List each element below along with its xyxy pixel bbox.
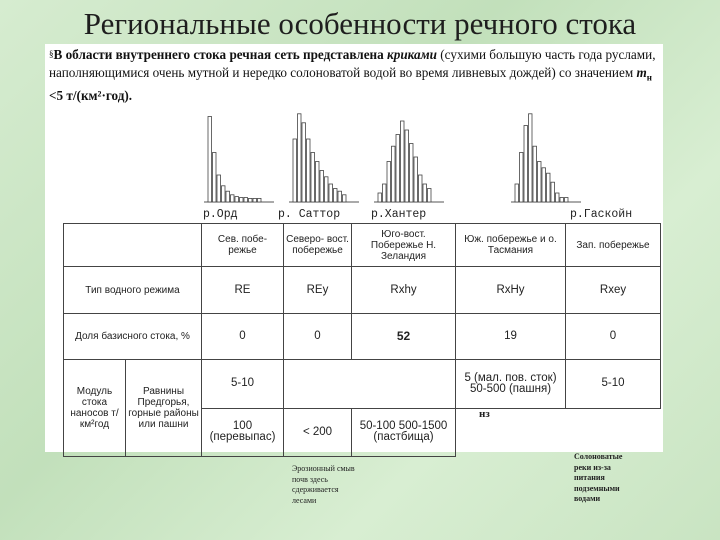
row-label-sediment-module: Модуль стока наносов т/км²год bbox=[64, 360, 126, 457]
histogram-bar bbox=[560, 198, 564, 203]
histogram-bar bbox=[226, 191, 230, 202]
histogram-bar bbox=[515, 184, 519, 202]
sediment-value: 5-10 bbox=[202, 360, 284, 408]
table-row bbox=[64, 313, 661, 359]
histogram-bar bbox=[392, 146, 396, 202]
river-label-sattor: р. Саттор bbox=[278, 208, 341, 221]
intro-italic: криками bbox=[387, 47, 437, 62]
histogram-bar bbox=[401, 121, 405, 202]
histogram-bar bbox=[213, 153, 217, 203]
histogram-bar bbox=[334, 189, 338, 203]
bullet-icon: § bbox=[49, 49, 54, 59]
regime-value: RxHy bbox=[456, 267, 566, 313]
base-flow-value: 0 bbox=[284, 313, 352, 359]
histogram-bar bbox=[320, 171, 324, 203]
histogram-bar bbox=[551, 182, 555, 202]
table-row bbox=[64, 267, 661, 313]
histogram-bar bbox=[338, 191, 342, 202]
table-header: Сев. побе- режье bbox=[202, 224, 284, 267]
row-label-regime: Тип водного режима bbox=[64, 267, 202, 313]
histogram-bar bbox=[405, 130, 409, 202]
histogram-bar bbox=[378, 193, 382, 202]
table-header: Зап. побережье bbox=[566, 224, 661, 267]
river-label-gascoyne: р.Гаскойн bbox=[570, 208, 633, 221]
histogram-bar bbox=[396, 135, 400, 203]
intro-text-1: В области внутреннего стока речная сеть представлена bbox=[53, 47, 388, 62]
regional-table bbox=[63, 223, 661, 457]
histogram-bar bbox=[316, 162, 320, 203]
row-sublabel-terrain: Равнины Предгорья, горные районы или пашни bbox=[126, 360, 202, 457]
histogram-bar bbox=[258, 198, 262, 202]
histogram-bar bbox=[547, 173, 551, 202]
sediment-value: 50-100 500-1500 (пастбища) bbox=[352, 408, 456, 456]
histogram-bar bbox=[538, 162, 542, 203]
page-title: Региональные особенности речного стока bbox=[83, 6, 637, 41]
histogram-bar bbox=[222, 186, 226, 202]
histogram-bar bbox=[244, 198, 248, 203]
hz-label: нз bbox=[479, 408, 490, 420]
intro-sub: н bbox=[646, 72, 652, 83]
sediment-value: 5-10 bbox=[566, 360, 661, 408]
regime-value: REy bbox=[284, 267, 352, 313]
histogram-bar bbox=[235, 197, 239, 202]
table-corner-cell bbox=[64, 224, 202, 267]
sediment-value: < 200 bbox=[284, 408, 352, 456]
histogram-bar bbox=[208, 117, 212, 203]
histogram-bar bbox=[556, 193, 560, 202]
base-flow-value: 0 bbox=[566, 313, 661, 359]
base-flow-value: 19 bbox=[456, 313, 566, 359]
note-forest: Эрозионный смыв почв здесь сдерживается лесами bbox=[292, 464, 355, 505]
sediment-value: 100 (перевыпас) bbox=[202, 408, 284, 456]
histogram-bar bbox=[231, 195, 235, 202]
note-groundwater: Солоноватые реки из-за питания подземными водами bbox=[574, 452, 623, 503]
histogram-bar bbox=[240, 198, 244, 203]
intro-text-2: (сухими большую часть года руслами, наполняющимися очень мутной и нередко солоноватой водой во время ливневых дождей) со значением bbox=[49, 47, 656, 80]
intro-text-3: <5 т/(км²·год). bbox=[49, 87, 133, 103]
histogram-bar bbox=[325, 177, 329, 202]
histogram-bar bbox=[253, 198, 257, 202]
histogram-bar bbox=[343, 195, 347, 202]
histogram-bar bbox=[542, 168, 546, 202]
regime-value: Rxhy bbox=[352, 267, 456, 313]
regime-value: RE bbox=[202, 267, 284, 313]
table-header-row bbox=[64, 224, 661, 267]
regime-value: Rxey bbox=[566, 267, 661, 313]
histogram-bar bbox=[302, 123, 306, 202]
histogram-bar bbox=[410, 144, 414, 203]
histogram-bar bbox=[298, 114, 302, 202]
river-label-ord: р.Орд bbox=[203, 208, 238, 221]
histogram-bar bbox=[428, 189, 432, 203]
histogram-bar bbox=[293, 139, 297, 202]
table-header: Юж. побережье и о. Тасмания bbox=[456, 224, 566, 267]
intro-m: m bbox=[636, 64, 647, 80]
histogram-bar bbox=[419, 175, 423, 202]
histogram-bar bbox=[217, 175, 221, 202]
histogram-bar bbox=[529, 114, 533, 202]
base-flow-value: 52 bbox=[352, 313, 456, 359]
histogram-bar bbox=[565, 198, 569, 203]
base-flow-value: 0 bbox=[202, 313, 284, 359]
histogram-bar bbox=[329, 184, 333, 202]
histogram-bar bbox=[311, 153, 315, 203]
table-header: Юго-вост. Побережье Н. Зеландия bbox=[352, 224, 456, 267]
histogram-bar bbox=[383, 184, 387, 202]
histogram-bar bbox=[533, 146, 537, 202]
empty-cell bbox=[284, 360, 456, 408]
histogram-bar bbox=[520, 153, 524, 203]
row-label-base-flow: Доля базисного стока, % bbox=[64, 313, 202, 359]
histogram-bar bbox=[249, 198, 253, 202]
histogram-bar bbox=[387, 162, 391, 203]
table-row bbox=[64, 360, 661, 408]
river-label-hunter: р.Хантер bbox=[371, 208, 427, 221]
histogram-bar bbox=[423, 184, 427, 202]
histogram-bar bbox=[524, 126, 528, 203]
content-panel bbox=[45, 44, 663, 452]
sediment-value: 5 (мал. пов. сток) 50-500 (пашня) bbox=[456, 360, 566, 408]
histogram-bar bbox=[307, 139, 311, 202]
histogram-bar bbox=[414, 157, 418, 202]
table-header: Северо- вост. побережье bbox=[284, 224, 352, 267]
